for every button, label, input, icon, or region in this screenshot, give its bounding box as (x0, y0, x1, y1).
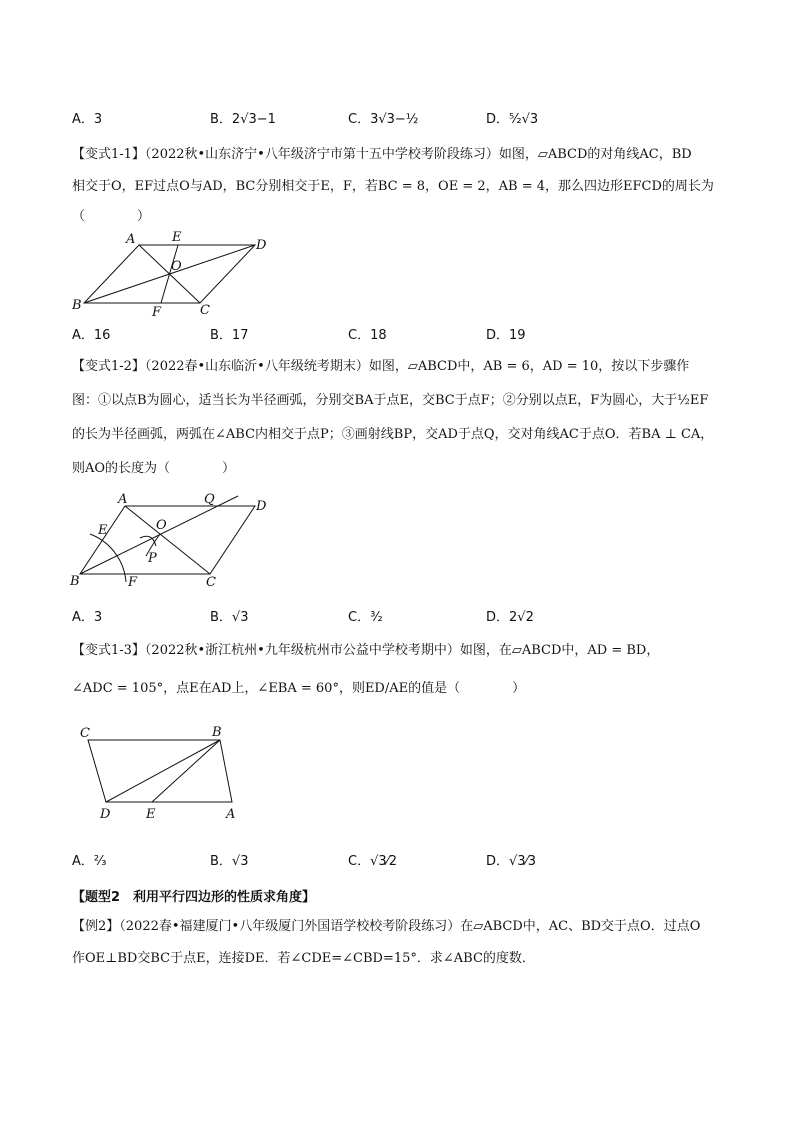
q11-line-2: 相交于O，EF过点O与AD，BC分别相交于E，F，若BC = 8，OE = 2，AB = 4，那么四边形EFCD的周长为 (72, 179, 714, 194)
section-2-title: 【题型2 利用平行四边形的性质求角度】 (72, 890, 316, 905)
q12-option-d: D．2√2 (486, 610, 534, 625)
q13-option-d: D．√3⁄3 (486, 854, 537, 869)
q0-option-c: C．3√3−½ (348, 112, 419, 127)
q13-figure (70, 722, 250, 826)
q11-label-e: E (172, 230, 182, 245)
q11-figure (60, 228, 280, 320)
q0-option-d: D．⁵⁄₂√3 (486, 112, 539, 127)
q11-label-o: O (171, 259, 182, 274)
q13-label-e: E (146, 807, 156, 822)
q12-label-p: P (148, 551, 157, 566)
q12-label-o: O (156, 518, 167, 533)
q11-option-d: D．19 (486, 328, 526, 343)
q12-figure (60, 486, 280, 592)
q11-option-a: A．16 (72, 328, 111, 343)
q13-line-1: 【变式1-3】（2022秋•浙江杭州•九年级杭州市公益中学校考期中）如图，在▱ABCD中，AD = BD， (72, 643, 660, 658)
q13-line-2: ∠ADC = 105°，点E在AD上，∠EBA = 60°，则ED/AE的值是（ ） (72, 681, 526, 696)
q12-line-1: 【变式1-2】（2022春•山东临沂•八年级统考期末）如图，▱ABCD中，AB = 6，AD = 10，按以下步骤作 (72, 359, 690, 374)
q13-label-d: D (100, 807, 111, 822)
q11-label-d: D (256, 238, 267, 253)
q13-option-a: A．²⁄₃ (72, 854, 107, 869)
q12-label-q: Q (204, 492, 215, 507)
example-2-line-2: 作OE⊥BD交BC于点E，连接DE．若∠CDE=∠CBD=15°．求∠ABC的度数． (72, 951, 535, 966)
q13-label-a: A (226, 807, 236, 822)
q12-label-f: F (128, 575, 138, 590)
q13-option-b: B．√3 (210, 854, 249, 869)
q12-line-3: 的长为半径画弧，两弧在∠ABC内相交于点P；③画射线BP，交AD于点Q，交对角线AC于点O．若BA ⊥ CA， (72, 427, 714, 442)
q11-line-1: 【变式1-1】（2022秋•山东济宁•八年级济宁市第十五中学校考阶段练习）如图，▱ABCD的对角线AC，BD (72, 147, 692, 162)
q12-label-a: A (118, 492, 128, 507)
q11-label-c: C (200, 303, 210, 318)
q13-option-c: C．√3⁄2 (348, 854, 398, 869)
example-2-line-1: 【例2】（2022春•福建厦门•八年级厦门外国语学校校考阶段练习）在▱ABCD中，AC、BD交于点O．过点O (72, 919, 701, 934)
q13-label-b: B (212, 725, 222, 740)
q12-label-b: B (70, 574, 80, 589)
q12-label-d: D (256, 499, 267, 514)
q11-option-c: C．18 (348, 328, 387, 343)
q12-option-a: A．3 (72, 610, 103, 625)
q12-label-c: C (206, 575, 216, 590)
q11-label-f: F (152, 305, 162, 320)
q13-label-c: C (80, 726, 90, 741)
q12-option-b: B．√3 (210, 610, 249, 625)
q11-label-b: B (72, 298, 82, 313)
q11-label-a: A (126, 232, 136, 247)
q12-line-4: 则AO的长度为（ ） (72, 461, 236, 476)
q12-label-e: E (98, 523, 108, 538)
q11-option-b: B．17 (210, 328, 249, 343)
q11-line-3: （ ） (72, 209, 151, 224)
q12-line-2: 图：①以点B为圆心，适当长为半径画弧，分别交BA于点E，交BC于点F；②分别以点E，F为圆心，大于½EF (72, 393, 709, 408)
q0-option-a: A．3 (72, 112, 103, 127)
q12-option-c: C．³⁄₂ (348, 610, 383, 625)
q0-option-b: B．2√3−1 (210, 112, 276, 127)
